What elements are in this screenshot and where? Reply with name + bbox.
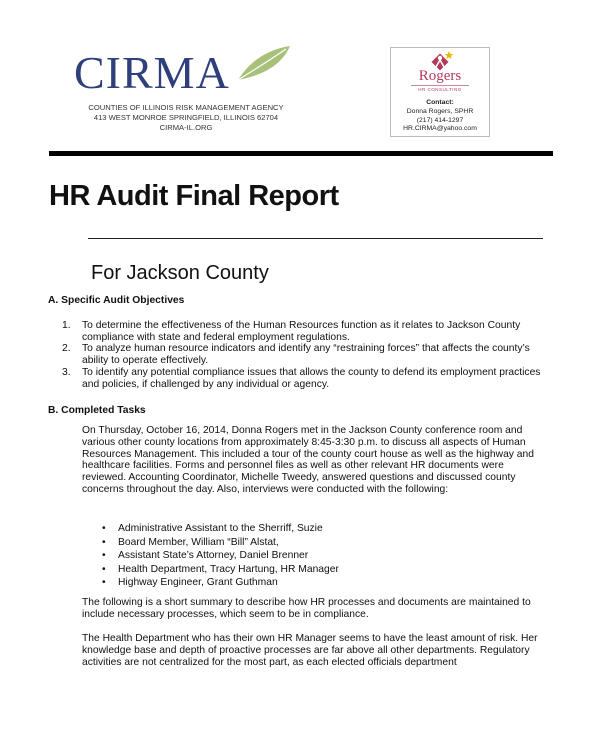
list-item-text: Highway Engineer, Grant Guthman <box>118 577 278 588</box>
leaf-icon <box>234 44 292 84</box>
health-department-paragraph: The Health Department who has their own HR Manager seems to have the least amount of risk. Her knowledge base and depth of proactive processes are far above all other departments. Regulatory activities are not centralized for the most part, as each elected officials department <box>82 633 538 668</box>
list-item-text: Assistant State’s Attorney, Daniel Brenner <box>118 550 309 561</box>
agency-address <box>60 103 312 133</box>
rogers-logo-box <box>390 47 490 137</box>
list-item-text: Health Department, Tracy Hartung, HR Manager <box>118 563 339 575</box>
list-number: 2. <box>62 343 71 355</box>
contact-name: Donna Rogers, SPHR <box>406 107 474 115</box>
report-title: HR Audit Final Report <box>49 180 339 212</box>
bullet-icon: • <box>102 550 106 561</box>
section-a-heading: A. Specific Audit Objectives <box>48 295 185 306</box>
title-underline <box>88 238 543 239</box>
contact-label: Contact: <box>426 99 454 106</box>
list-item-text: To determine the effectiveness of the Human Resources function as it relates to Jackson County compliance with state and federal employment regulations. <box>82 320 521 343</box>
list-item <box>62 367 547 390</box>
agency-street: 413 WEST MONROE SPRINGFIELD, ILLINOIS 62704 <box>93 113 279 122</box>
bullet-icon: • <box>102 536 106 548</box>
list-item <box>102 522 542 536</box>
list-item <box>102 549 542 563</box>
interviewee-list <box>102 522 542 590</box>
report-subtitle: For Jackson County <box>91 262 269 284</box>
header-divider <box>49 151 553 156</box>
list-item <box>102 563 542 577</box>
summary-paragraph: The following is a short summary to describe how HR processes and documents are maintained to include necessary processes, which seem to be in compliance. <box>82 597 531 620</box>
section-b-heading: B. Completed Tasks <box>48 405 146 416</box>
cirma-logo-text: CIRMA <box>74 47 230 98</box>
bullet-icon: • <box>102 523 106 534</box>
list-number: 1. <box>62 320 71 331</box>
contact-phone: (217) 414-1297 <box>416 116 464 124</box>
agency-name: COUNTIES OF ILLINOIS RISK MANAGEMENT AGENCY <box>88 103 284 112</box>
rogers-logo-tagline: HR CONSULTING <box>411 85 469 92</box>
rogers-logo-name: Rogers <box>418 68 462 84</box>
cirma-logo <box>74 44 289 100</box>
list-item <box>102 576 542 590</box>
list-item <box>62 343 547 366</box>
bullet-icon: • <box>102 577 106 588</box>
list-item-text: Board Member, William “Bill” Alstat, <box>118 536 279 548</box>
objectives-list <box>62 320 547 390</box>
list-number: 3. <box>62 366 71 378</box>
list-item-text: To analyze human resource indicators and identify any “restraining forces” that affects the county’s ability to operate effectively. <box>82 343 530 367</box>
list-item <box>62 320 547 343</box>
list-item <box>102 536 542 550</box>
agency-website: CIRMA-IL.ORG <box>159 123 213 132</box>
completed-tasks-paragraph: On Thursday, October 16, 2014, Donna Rogers met in the Jackson County conference room and various other county locations from approximately 8:45-3:30 p.m. to discuss all aspects of Human Resources Management. This included a tour of the county court house as well as the highway and healthcare facilities. Forms and personnel files as well as other relevant HR documents were reviewed. Accounting Coordinator, Michelle Tweedy, answered questions and discussed county concerns throughout the day. Also, interviews were conducted with the following: <box>82 425 534 495</box>
contact-email: HR.CIRMA@yahoo.com <box>403 125 477 133</box>
bullet-icon: • <box>102 563 106 575</box>
list-item-text: Administrative Assistant to the Sherriff, Suzie <box>118 523 323 534</box>
list-item-text: To identify any potential compliance issues that allows the county to defend its employment practices and policies, if challenged by any individual or agency. <box>82 366 541 390</box>
contact-info <box>391 99 489 134</box>
